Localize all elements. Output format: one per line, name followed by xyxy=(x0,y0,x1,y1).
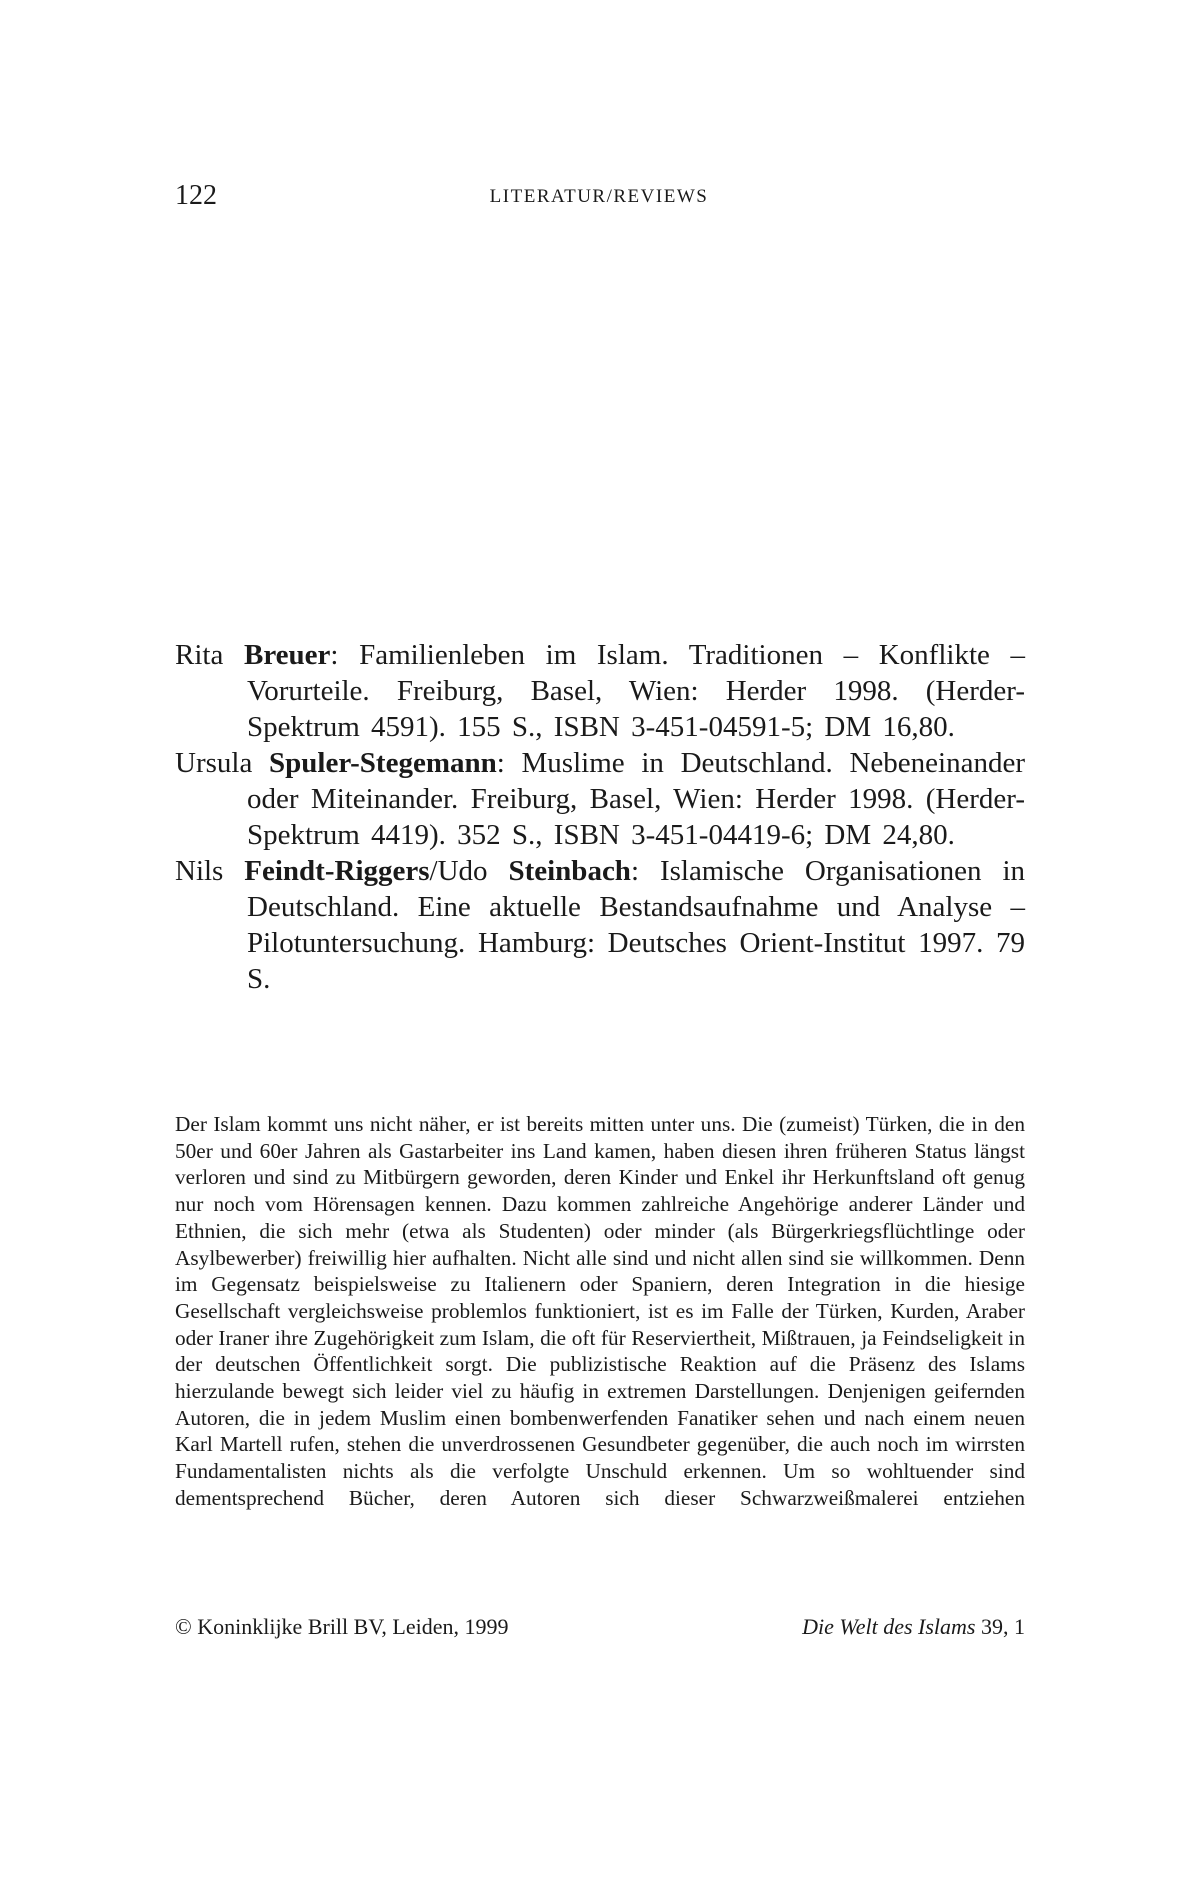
bibliography-entry xyxy=(175,853,1025,997)
author-surname: Breuer xyxy=(243,639,331,671)
copyright-notice: © Koninklijke Brill BV, Leiden, 1999 xyxy=(175,1614,509,1639)
author-first-name: Nils xyxy=(175,855,224,887)
author-first-name: Rita xyxy=(175,639,224,671)
entry-details: : Islamische Organisationen in Deutschland. Eine aktuelle Bestandsaufnahme und Analyse – Pilotuntersuchung. Hamburg: Deutsches Orient-Institut 1997. 79 S. xyxy=(247,855,1026,995)
journal-issue: 39, 1 xyxy=(975,1614,1025,1639)
page-number: 122 xyxy=(175,180,217,211)
coauthor-surname: Steinbach xyxy=(508,855,631,887)
review-body-paragraph: Der Islam kommt uns nicht näher, er ist bereits mitten unter uns. Die (zumeist) Türken, die in den 50er und 60er Jahren als Gastarbeiter ins Land kamen, haben diesen ihren früheren Status längst verloren und sind zu Mitbürgern geworden, deren Kinder und Enkel ihr Herkunftsland oft genug nur noch vom Hörensagen kennen. Dazu kommen zahlreiche Angehörige anderer Länder und Ethnien, die sich mehr (etwa als Studenten) oder minder (als Bürgerkriegsflüchtlinge oder Asylbewerber) freiwillig hier aufhalten. Nicht alle sind und nicht allen sind sie willkommen. Denn im Gegensatz beispielsweise zu Italienern oder Spaniern, deren Integration in die hiesige Gesellschaft vergleichsweise problemlos funktioniert, ist es im Falle der Türken, Kurden, Araber oder Iraner ihre Zugehörigkeit zum Islam, die oft für Reserviertheit, Mißtrauen, ja Feindseligkeit in der deutschen Öffentlichkeit sorgt. Die publizistische Reaktion auf die Präsenz des Islams hierzulande bewegt sich leider viel zu häufig in extremen Darstellungen. Denjenigen geifernden Autoren, die in jedem Muslim einen bombenwerfenden Fanatiker sehen und nach einem neuen Karl Martell rufen, stehen die unverdrossenen Gesundbeter gegenüber, die auch noch im wirrsten Fundamentalisten nichts als die verfolgte Unschuld erkennen. Um so wohltuender sind dementsprechend Bücher, deren Autoren sich dieser Schwarzweißmalerei entziehen xyxy=(175,1112,1025,1510)
author-surname: Spuler-Stegemann xyxy=(269,747,497,779)
author-first-name: Ursula xyxy=(175,747,253,779)
author-surname: Feindt-Riggers xyxy=(244,855,430,887)
journal-title: Die Welt des Islams xyxy=(802,1614,976,1639)
journal-citation xyxy=(802,1614,1025,1640)
bibliography-entry xyxy=(175,745,1025,853)
bibliography-list xyxy=(175,637,1025,997)
running-head: LITERATUR/REVIEWS xyxy=(489,186,709,207)
entry-details: : Familienleben im Islam. Traditionen – Konflikte – Vorurteile. Freiburg, Basel, Wien: Herder 1998. (Herder-Spektrum 4591). 155 S., ISBN 3-451-04591-5; DM 16,80. xyxy=(247,639,1026,743)
entry-details: : Muslime in Deutschland. Nebeneinander oder Miteinander. Freiburg, Basel, Wien: Herder 1998. (Herder-Spektrum 4419). 352 S., ISBN 3-451-04419-6; DM 24,80. xyxy=(247,747,1026,851)
coauthor-separator: /Udo xyxy=(429,855,509,887)
bibliography-entry xyxy=(175,637,1025,745)
